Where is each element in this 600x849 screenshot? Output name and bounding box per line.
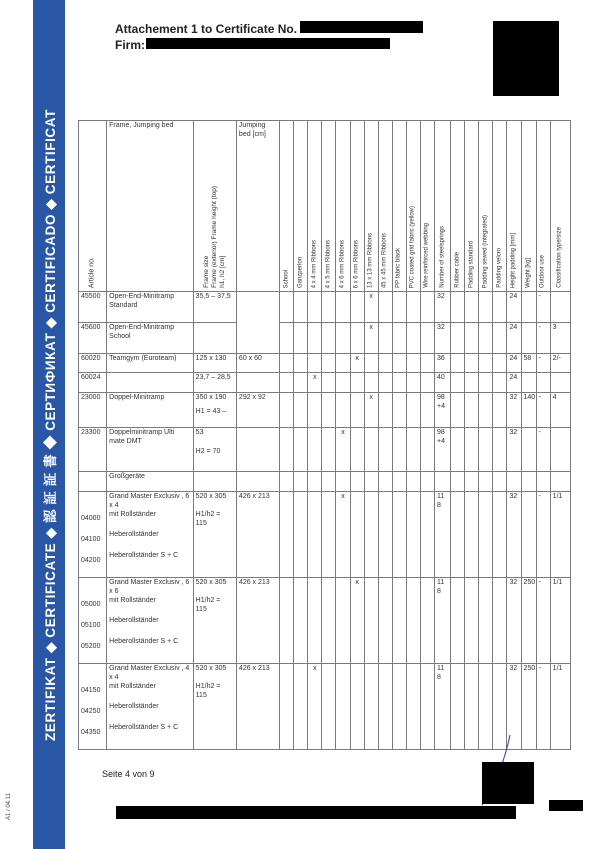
col-header-description: Frame, Jumping bed [107,121,194,292]
header-row [79,121,571,292]
frame-size: 350 x 190 H1 = 43 – [193,393,236,428]
table-row [79,373,571,393]
frame-size: 520 x 305 H1/h2 = 115 [193,664,236,750]
article-numbers: 05000 05100 05200 [79,578,107,664]
frame-size: 125 x 130 [193,354,236,373]
steelsprings-count: 98 +4 [435,428,451,472]
classification: 1/1 [550,492,570,578]
table-row [79,354,571,373]
article-numbers: 04150 04250 04350 [79,664,107,750]
height-padding: 24 [507,373,521,393]
frame-size: 23,7 – 28,5 [193,373,236,393]
col-header-rubber-cable: Rubber cable [451,121,465,292]
article-number: 23000 [79,393,107,428]
redaction-logo [493,21,559,96]
spec-mark: x [364,393,378,428]
article-number: 60024 [79,373,107,393]
redaction-certificate-no [300,21,423,33]
weight: 58 [521,354,536,373]
certificate-band [33,0,65,849]
classification [550,292,570,323]
spec-mark: x [336,428,350,472]
document-code: A1 / 04.11 [6,793,12,820]
firm-label: Firm: [115,38,145,52]
classification: 4 [550,393,570,428]
col-header-jumping-bed: Jumping bed [cm] [236,121,279,292]
frame-size: 520 x 305 H1/h2 = 115 [193,492,236,578]
steelsprings-count: 11 8 [435,578,451,664]
redaction-firm [146,38,390,49]
steelsprings-count: 98 +4 [435,393,451,428]
col-header-ribbons-4x5: 4 x 5 mm Ribbons [322,121,336,292]
product-table-container [78,120,571,750]
col-header-ribbons-6x6: 6 x 6 mm Ribbons [350,121,364,292]
col-header-frame: Frame size Frame (exterior) Frame height (top) h1, h2 [cm] [193,121,236,292]
jumping-bed-size: 426 x 213 [236,664,279,750]
spec-mark: x [350,578,364,664]
frame-size: 35,5 – 37,5 [193,292,236,323]
outdoor-use: - [536,578,550,664]
col-header-ribbons-4x4: 4 x 4 mm Ribbons [308,121,322,292]
col-header-outdoor: Outdoor use [536,121,550,292]
col-header-padding-sewed: Padding sewed (integrated) [479,121,493,292]
spec-mark: x [308,664,322,750]
classification: 2/- [550,354,570,373]
article-number: 23300 [79,428,107,472]
col-header-article: Article no. [79,121,107,292]
redaction-signature [482,762,534,804]
col-header-steelsprings: Number of steelsprings [435,121,451,292]
col-header-school: School [280,121,294,292]
col-header-weight: Weight [kg] [521,121,536,292]
outdoor-use: - [536,492,550,578]
product-description: Grand Master Exclusiv , 6 x 6 mit Rollständer Heberollständer Heberollständer S + C [107,578,194,664]
col-header-ribbons-45x45: 45 x 45 mm Ribbons [378,121,392,292]
col-header-pp-fabric: PP fabric black [392,121,406,292]
steelsprings-count: 32 [435,292,451,323]
weight: 250 [521,578,536,664]
col-header-pvc-fabric: PVC coated grid fabric (yellow) [406,121,420,292]
frame-size: 53 H2 = 70 [193,428,236,472]
classification: 1/1 [550,578,570,664]
product-description: Grand Master Exclusiv , 4 x 4 mit Rollständer Heberollständer Heberollständer S + C [107,664,194,750]
product-description: Open-End-Minitramp Standard [107,292,194,323]
table-row [79,578,571,664]
section-title: Großgeräte [107,472,194,492]
table-row [79,393,571,428]
table-row [79,492,571,578]
weight: 140 [521,393,536,428]
outdoor-use: - [536,664,550,750]
jumping-bed-size: 426 x 213 [236,578,279,664]
height-padding: 24 [507,292,521,323]
col-header-ganzperlon: Ganzperlon [294,121,308,292]
spec-mark: x [336,492,350,578]
table-row [79,428,571,472]
outdoor-use: - [536,323,550,354]
outdoor-use: - [536,354,550,373]
weight: 250 [521,664,536,750]
article-number: 60020 [79,354,107,373]
product-description: Open-End-Minitramp School [107,323,194,354]
jumping-bed-size: 60 x 60 [236,354,279,373]
certificate-band-text: ZERTIFIKAT ◆ CERTIFICATE ◆ 認 証 証 書 ◆ СЕРТИФИКАТ ◆ CERTIFICADO ◆ CERTIFICAT [43,109,58,741]
outdoor-use: - [536,393,550,428]
page-number: Seite 4 von 9 [102,769,155,779]
outdoor-use: - [536,292,550,323]
spec-mark: x [308,373,322,393]
redaction-footer-small [549,800,583,811]
table-row [79,323,571,354]
frame-size: 520 x 305 H1/h2 = 115 [193,578,236,664]
product-description: Doppelminitramp Ulti mate DMT [107,428,194,472]
article-numbers: 04000 04100 04200 [79,492,107,578]
classification: 1/1 [550,664,570,750]
product-description: Doppel-Minitramp [107,393,194,428]
height-padding: 32 [507,664,521,750]
table-row [79,292,571,323]
steelsprings-count: 11 8 [435,664,451,750]
steelsprings-count: 40 [435,373,451,393]
jumping-bed-size: 292 x 92 [236,393,279,428]
outdoor-use: - [536,428,550,472]
jumping-bed-size: 426 x 213 [236,492,279,578]
product-description: Teamgym (Euroteam) [107,354,194,373]
height-padding: 32 [507,578,521,664]
col-header-ribbons-13x13: 13 x 13 mm Ribbons [364,121,378,292]
spec-mark: x [364,292,378,323]
height-padding: 24 [507,354,521,373]
product-table [78,120,571,750]
steelsprings-count: 36 [435,354,451,373]
col-header-classification: Classification type/size [550,121,570,292]
height-padding: 32 [507,393,521,428]
height-padding: 32 [507,492,521,578]
spec-mark: x [364,323,378,354]
height-padding: 32 [507,428,521,472]
col-header-padding-standard: Padding standard [465,121,479,292]
article-number: 45600 [79,323,107,354]
steelsprings-count: 11 8 [435,492,451,578]
col-header-wire-webbing: Wire reinforced webbing [420,121,434,292]
spec-mark: x [350,354,364,373]
classification: 3 [550,323,570,354]
redaction-footer [116,806,516,819]
attachment-title: Attachement 1 to Certificate No. [115,22,298,36]
col-header-ribbons-4x6: 4 x 6 mm Ribbons [336,121,350,292]
section-row [79,472,571,492]
steelsprings-count: 32 [435,323,451,354]
product-description: Grand Master Exclusiv , 6 x 4 mit Rollständer Heberollständer Heberollständer S + C [107,492,194,578]
height-padding: 24 [507,323,521,354]
article-number: 45500 [79,292,107,323]
col-header-height-padding: Height padding [mm] [507,121,521,292]
col-header-padding-velcro: Padding velcro [493,121,507,292]
